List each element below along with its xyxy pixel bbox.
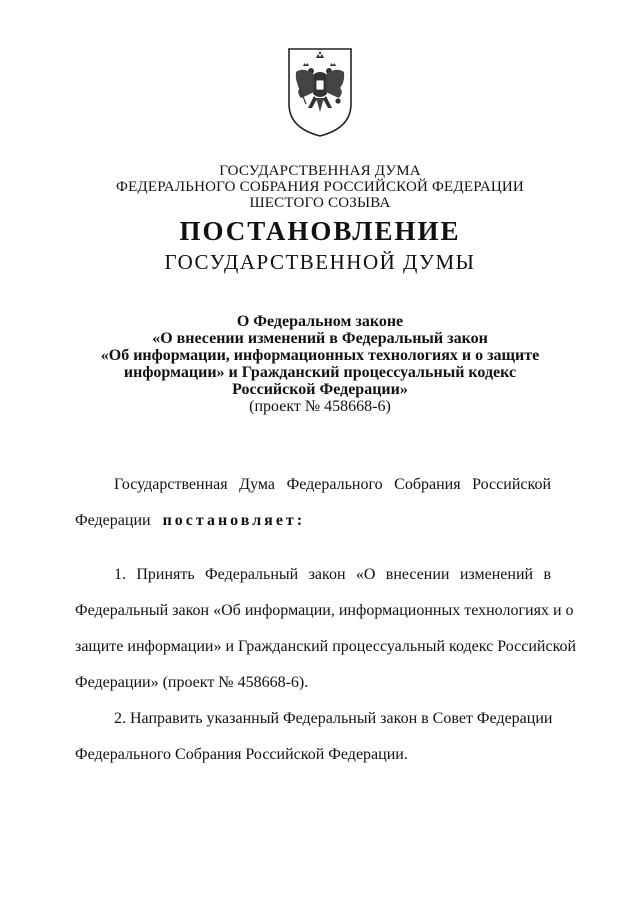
item1-line-3: защите информации» и Гражданский процессуальный кодекс Российской <box>75 638 577 655</box>
subject-line-1: О Федеральном законе <box>236 313 404 330</box>
project-number: (проект № 458668-6) <box>249 398 391 415</box>
resolves-word: постановляет: <box>162 512 306 529</box>
item1-line-1: 1. Принять Федеральный закон «О внесении изменений в <box>114 566 551 583</box>
item2-line-1: 2. Направить указанный Федеральный закон в Совет Федерации <box>114 710 553 727</box>
document-subtitle: ГОСУДАРСТВЕННОЙ ДУМЫ <box>164 250 476 274</box>
subject-line-3: «Об информации, информационных технологиях и о защите <box>100 347 540 364</box>
header-line-3: ШЕСТОГО СОЗЫВА <box>249 195 391 211</box>
preamble-line-1: Государственная Дума Федерального Собрания Российской <box>114 476 551 493</box>
preamble-line-2 <box>75 512 305 530</box>
subject-line-2: «О внесении изменений в Федеральный закон <box>152 330 488 347</box>
item1-line-2: Федеральный закон «Об информации, информационных технологиях и о <box>75 602 574 619</box>
subject-line-5: Российской Федерации» <box>232 381 408 398</box>
russian-coat-of-arms-icon <box>286 46 354 138</box>
header-line-2: ФЕДЕРАЛЬНОГО СОБРАНИЯ РОССИЙСКОЙ ФЕДЕРАЦИИ <box>116 179 524 195</box>
header-line-1: ГОСУДАРСТВЕННАЯ ДУМА <box>219 163 421 179</box>
item1-line-4: Федерации» (проект № 458668-6). <box>75 674 309 691</box>
document-title: ПОСТАНОВЛЕНИЕ <box>179 216 461 246</box>
item2-line-2: Федерального Собрания Российской Федерации. <box>75 746 408 763</box>
preamble-prefix: Федерации <box>75 512 151 529</box>
subject-line-4: информации» и Гражданский процессуальный кодекс <box>123 364 517 381</box>
